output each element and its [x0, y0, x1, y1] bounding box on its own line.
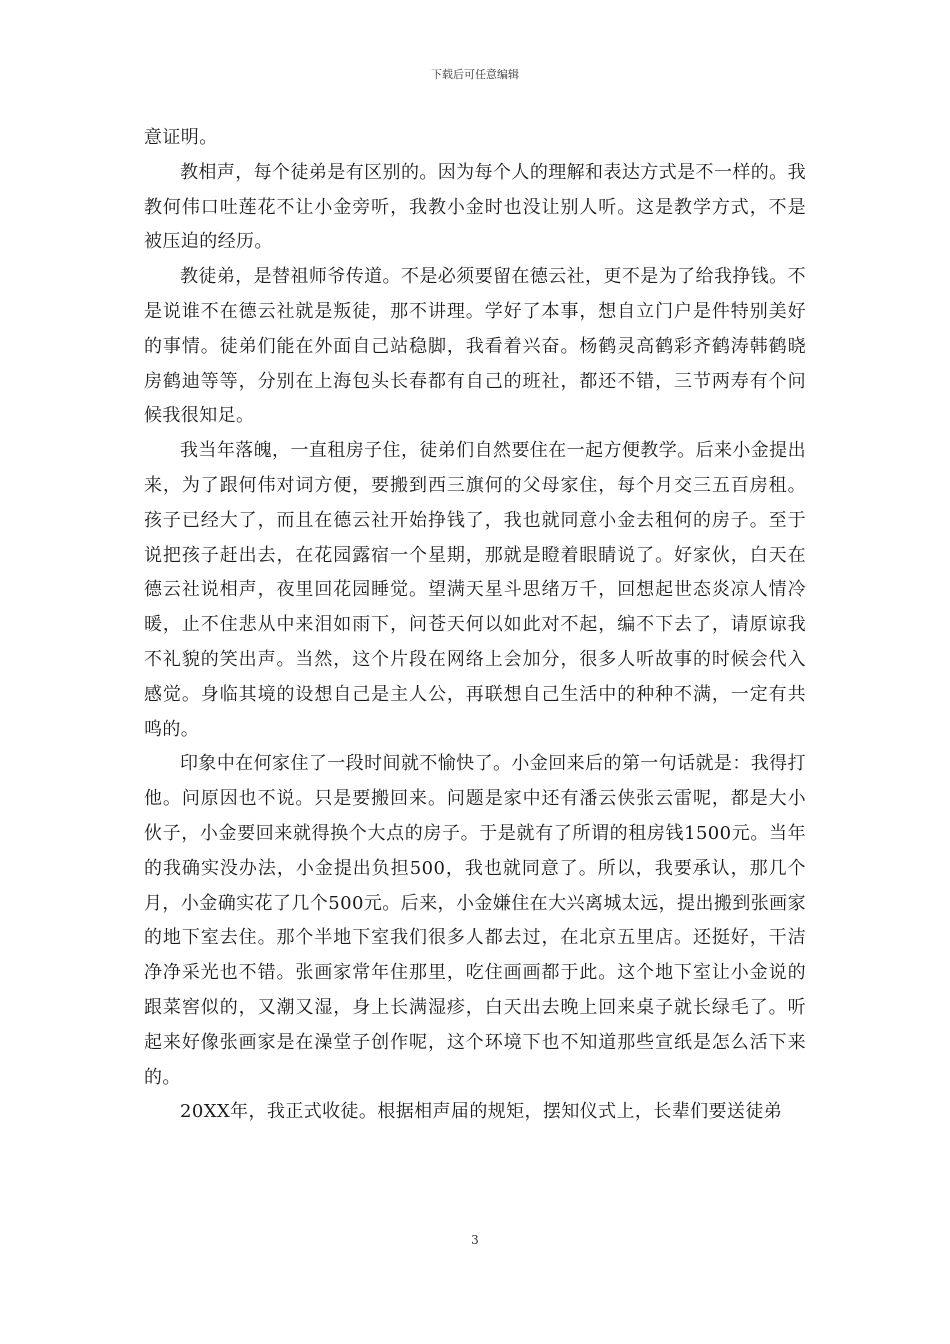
paragraph-4: 我当年落魄，一直租房子住，徒弟们自然要住在一起方便教学。后来小金提出来，为了跟何伟对词方便，要搬到西三旗何的父母家住，每个月交三五百房租。孩子已经大了，而且在德云社开始挣钱了，我也就同意小金去租何的房子。至于说把孩子赶出去，在花园露宿一个星期，那就是瞪着眼睛说了。好家伙，白天在德云社说相声，夜里回花园睡觉。望满天星斗思绪万千，回想起世态炎凉人情冷暖，止不住悲从中来泪如雨下，问苍天何以如此对不起，编不下去了，请原谅我不礼貌的笑出声。当然，这个片段在网络上会加分，很多人听故事的时候会代入感觉。身临其境的设想自己是主人公，再联想自己生活中的种种不满，一定有共鸣的。 — [144, 440, 806, 740]
paragraph-5: 印象中在何家住了一段时间就不愉快了。小金回来后的第一句话就是：我得打他。问原因也不说。只是要搬回来。问题是家中还有潘云侠张云雷呢，都是大小伙子，小金要回来就得换个大点的房子。于是就有了所谓的租房钱1500元。当年的我确实没办法，小金提出负担500，我也就同意了。所以，我要承认，那几个月，小金确实花了几个500元。后来，小金嫌住在大兴离城太远，提出搬到张画家的地下室去住。那个半地下室我们很多人都去过，在北京五里店。还挺好，干洁净净采光也不错。张画家常年住那里，吃住画画都于此。这个地下室让小金说的跟菜窖似的，又潮又湿，身上长满湿疹，白天出去晚上回来桌子就长绿毛了。听起来好像张画家是在澡堂子创作呢，这个环境下也不知道那些宣纸是怎么活下来的。 — [144, 753, 806, 1088]
page-number: 3 — [471, 1233, 479, 1247]
paragraph-3: 教徒弟，是替祖师爷传道。不是必须要留在德云社，更不是为了给我挣钱。不是说谁不在德云社就是叛徒，那不讲理。学好了本事，想自立门户是件特别美好的事情。徒弟们能在外面自己站稳脚，我看着兴奋。杨鹤灵高鹤彩齐鹤涛韩鹤晓房鹤迪等等，分别在上海包头长春都有自己的班社，都还不错，三节两寿有个问候我很知足。 — [144, 266, 806, 427]
page-header: 下载后可任意编辑 — [431, 68, 519, 81]
paragraph-6: 20XX年，我正式收徒。根据相声届的规矩，摆知仪式上，长辈们要送徒弟 — [180, 1101, 783, 1123]
body-text — [144, 121, 806, 1130]
paragraph-2: 教相声，每个徒弟是有区别的。因为每个人的理解和表达方式是不一样的。我教何伟口吐莲花不让小金旁听，我教小金时也没让别人听。这是教学方式，不是被压迫的经历。 — [144, 161, 806, 253]
paragraph-1: 意证明。 — [144, 127, 218, 148]
